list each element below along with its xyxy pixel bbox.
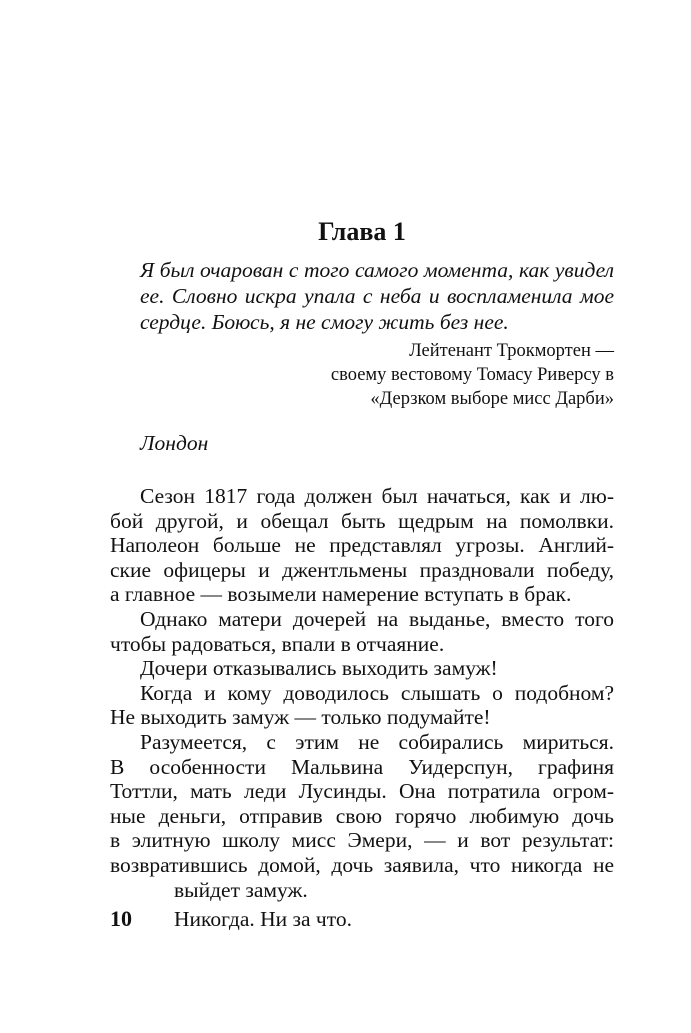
text-line: а главное — возымели намерение вступать в брак.: [110, 582, 572, 607]
text-line: бой другой, и обещал быть щедрым на помолвки.: [110, 508, 614, 533]
text-line: в элитную школу мисс Эмери, — и вот результат:: [110, 828, 614, 853]
text-line: Не выходить замуж — только подумайте!: [110, 705, 491, 730]
text-line: Сезон 1817 года должен был начаться, как и лю-: [140, 484, 614, 508]
attribution-line: своему вестовому Томасу Риверсу в: [330, 365, 614, 385]
attribution-line: Лейтенант Трокмортен —: [409, 341, 614, 361]
body-text: [110, 484, 614, 902]
epigraph-line: Я был очарован с того самого момента, как увидел: [140, 258, 614, 282]
epigraph-line: ее. Словно искра упала с неба и воспламенила мое: [140, 284, 614, 308]
text-line: чтобы радоваться, впали в отчаяние.: [110, 631, 445, 656]
text-line: Разумеется, с этим не собирались мириться.: [140, 729, 614, 754]
text-line: Когда и кому доводилось слышать о подобном?: [140, 680, 614, 705]
epigraph-line: сердце. Боюсь, я не смогу жить без нее.: [140, 310, 509, 334]
page-number: 10: [110, 906, 132, 931]
epigraph: [140, 257, 614, 335]
place-heading: Лондон: [140, 431, 209, 455]
chapter-title: Глава 1: [318, 217, 406, 246]
epigraph-attribution: [214, 339, 614, 411]
attribution-line: «Дерзком выборе мисс Дарби»: [370, 389, 614, 409]
text-line: Тоттли, мать леди Лусинды. Она потратила огром-: [110, 779, 614, 804]
text-line: Никогда. Ни за что.: [174, 907, 352, 931]
text-line: выйдет замуж.: [174, 877, 308, 902]
text-line: ские офицеры и джентльмены праздновали победу,: [110, 557, 614, 582]
text-line: Наполеон больше не представлял угрозы. Англий-: [110, 533, 614, 558]
text-line: ные деньги, отправив свою горячо любимую дочь: [110, 803, 614, 828]
text-line: Дочери отказывались выходить замуж!: [140, 656, 498, 681]
text-line: возвратившись домой, дочь заявила, что никогда не: [110, 852, 614, 877]
text-line: Однако матери дочерей на выданье, вместо того: [140, 606, 614, 631]
text-line: В особенности Мальвина Уидерспун, графиня: [110, 754, 614, 779]
